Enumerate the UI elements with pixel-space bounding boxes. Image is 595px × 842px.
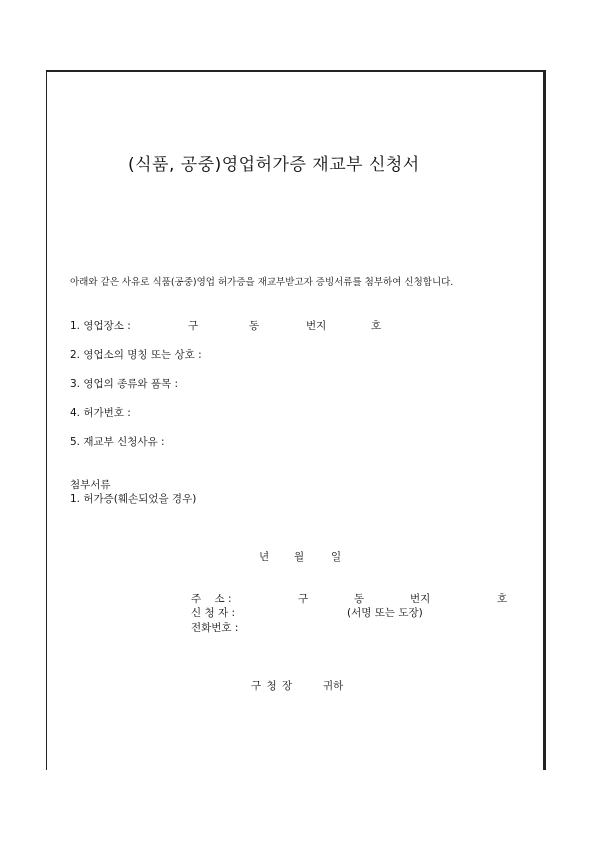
date-day: 일 bbox=[331, 551, 342, 563]
intro-text: 아래와 같은 사유로 식품(공중)영업 허가증을 재교부받고자 증빙서류를 첨부하여 신청합니다. bbox=[70, 277, 454, 288]
business-name-label: 2. 영업소의 명칭 또는 상호 : bbox=[70, 349, 202, 361]
address-beonji: 번지 bbox=[410, 593, 431, 605]
addressee-office: 구 청 장 bbox=[251, 680, 294, 692]
license-number-label: 4. 허가번호 : bbox=[70, 407, 131, 419]
attachment-item: 1. 허가증(훼손되었을 경우) bbox=[70, 493, 197, 505]
date-year: 년 bbox=[259, 551, 270, 563]
business-place-label: 1. 영업장소 : bbox=[70, 320, 131, 332]
addressee-honorific: 귀하 bbox=[323, 680, 344, 692]
document-title: (식품, 공중)영업허가증 재교부 신청서 bbox=[128, 155, 420, 175]
address-ho: 호 bbox=[497, 593, 508, 605]
address-gu: 구 bbox=[298, 593, 309, 605]
signature-note: (서명 또는 도장) bbox=[347, 607, 423, 619]
business-place-ho: 호 bbox=[371, 320, 382, 332]
applicant-label: 신 청 자 : bbox=[191, 607, 235, 619]
business-type-label: 3. 영업의 종류와 품목 : bbox=[70, 378, 179, 390]
business-place-beonji: 번지 bbox=[306, 320, 327, 332]
business-place-dong: 동 bbox=[249, 320, 260, 332]
attachments-heading: 첨부서류 bbox=[70, 479, 111, 491]
address-dong: 동 bbox=[354, 593, 365, 605]
address-label: 주 소 : bbox=[191, 593, 232, 605]
reissue-reason-label: 5. 재교부 신청사유 : bbox=[70, 436, 165, 448]
business-place-gu: 구 bbox=[188, 320, 199, 332]
form-border bbox=[46, 70, 546, 770]
phone-label: 전화번호 : bbox=[191, 622, 239, 634]
date-month: 월 bbox=[294, 551, 305, 563]
